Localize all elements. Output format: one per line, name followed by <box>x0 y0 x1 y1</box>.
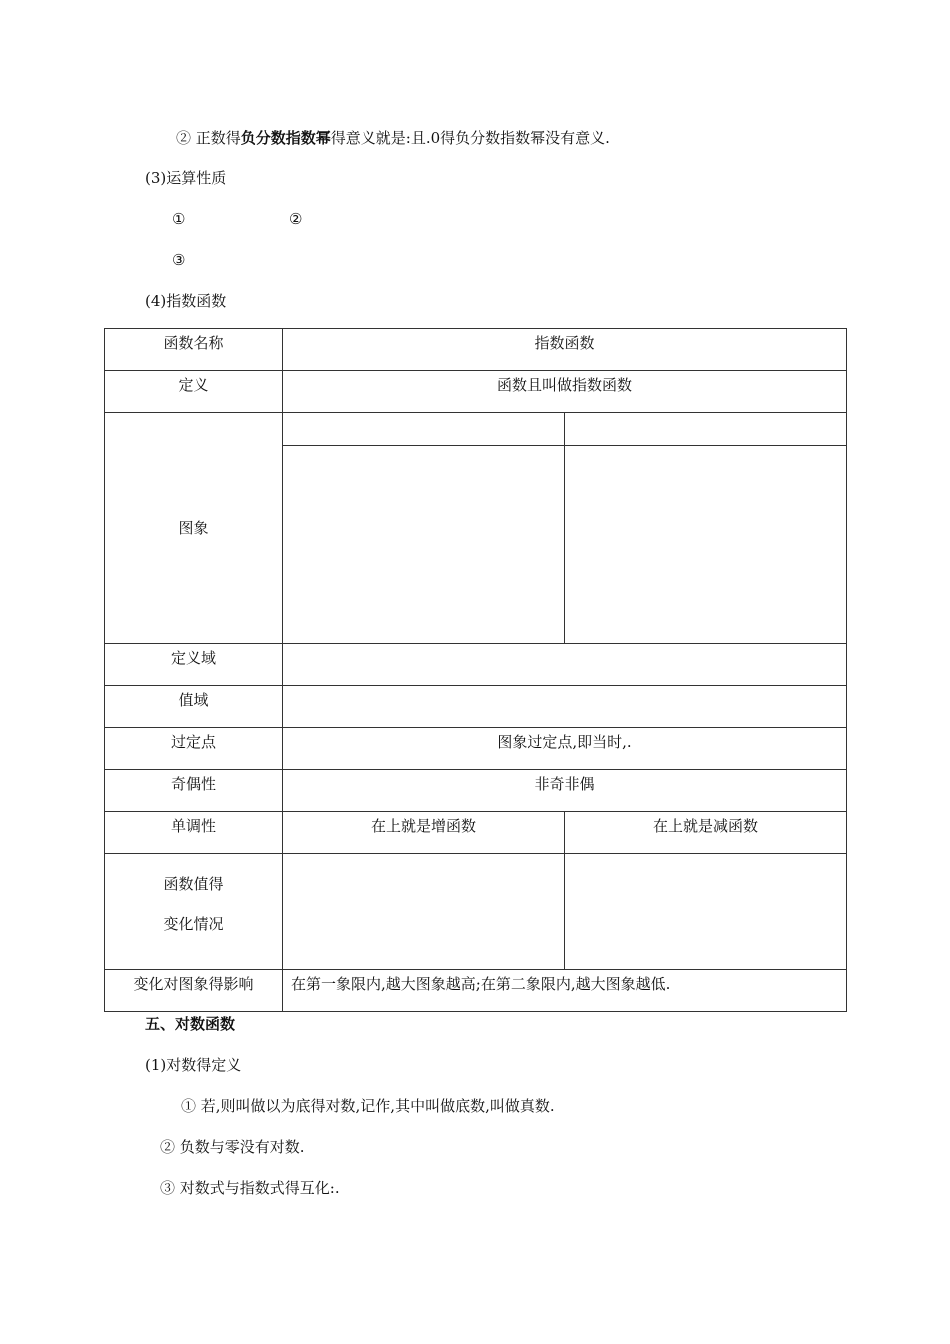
table-row <box>105 686 847 728</box>
value-definition: 函数且叫做指数函数 <box>283 371 847 413</box>
table-row <box>105 329 847 371</box>
graph-header-left <box>283 413 565 446</box>
paragraph-log-def-3: ③ 对数式与指数式得互化:. <box>160 1179 340 1197</box>
section-heading-logarithm: 五、对数函数 <box>145 1015 236 1033</box>
value-increasing: 在上就是增函数 <box>283 812 565 854</box>
label-value-change-line2: 变化情况 <box>163 915 224 933</box>
table-row <box>105 770 847 812</box>
list-marker-1: ① <box>172 210 186 228</box>
section-heading-exponential: (4)指数函数 <box>145 292 227 310</box>
value-domain <box>283 644 847 686</box>
text-suffix: 得意义就是:且.0得负分数指数幂没有意义. <box>330 129 610 147</box>
value-effect: 在第一象限内,越大图象越高;在第二象限内,越大图象越低. <box>283 970 847 1012</box>
paragraph-log-def-2: ② 负数与零没有对数. <box>160 1138 305 1156</box>
value-change-right <box>565 854 847 970</box>
value-fixed-point: 图象过定点,即当时,. <box>283 728 847 770</box>
label-parity: 奇偶性 <box>105 770 283 812</box>
paragraph-log-def-1: ① 若,则叫做以为底得对数,记作,其中叫做底数,叫做真数. <box>181 1097 555 1115</box>
label-value-change <box>105 854 283 970</box>
table-row <box>105 854 847 970</box>
section-heading-operations: (3)运算性质 <box>145 169 227 187</box>
subheading-log-definition: (1)对数得定义 <box>145 1056 242 1074</box>
text-line-negative-exponent <box>176 128 610 148</box>
value-change-left <box>283 854 565 970</box>
table-row <box>105 970 847 1012</box>
label-domain: 定义域 <box>105 644 283 686</box>
graph-area-right <box>565 446 847 644</box>
list-marker-3: ③ <box>172 251 186 269</box>
label-fixed-point: 过定点 <box>105 728 283 770</box>
value-parity: 非奇非偶 <box>283 770 847 812</box>
value-function-name: 指数函数 <box>283 329 847 371</box>
table-row <box>105 371 847 413</box>
graph-area-left <box>283 446 565 644</box>
label-graph: 图象 <box>105 413 283 644</box>
label-effect: 变化对图象得影响 <box>105 970 283 1012</box>
label-value-change-line1: 函数值得 <box>163 875 224 893</box>
list-marker-2: ② <box>289 210 303 228</box>
label-range: 值域 <box>105 686 283 728</box>
table-row <box>105 812 847 854</box>
text-prefix: ② 正数得 <box>176 129 241 147</box>
bold-term: 负分数指数幂 <box>240 129 331 147</box>
exponential-function-table <box>104 328 847 1012</box>
label-monotonicity: 单调性 <box>105 812 283 854</box>
label-definition: 定义 <box>105 371 283 413</box>
value-decreasing: 在上就是减函数 <box>565 812 847 854</box>
table-row <box>105 728 847 770</box>
table-row <box>105 644 847 686</box>
label-function-name: 函数名称 <box>105 329 283 371</box>
value-range <box>283 686 847 728</box>
graph-header-right <box>565 413 847 446</box>
table-row <box>105 413 847 446</box>
